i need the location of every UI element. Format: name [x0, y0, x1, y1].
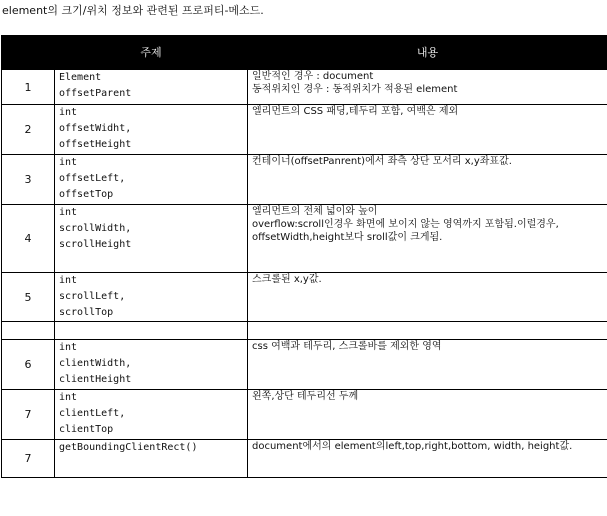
- row-content: [248, 322, 607, 340]
- subject-line: clientTop: [59, 424, 114, 435]
- subject-line: scrollWidth,: [59, 223, 132, 234]
- row-content: [248, 390, 607, 440]
- row-subject: [55, 205, 248, 273]
- row-number: 1: [2, 70, 55, 105]
- content-line: 동적위치인 경우 : 동적위치가 적용된 element: [252, 84, 458, 95]
- subject-line: int: [59, 157, 78, 168]
- row-subject: [55, 155, 248, 205]
- row-content: [248, 105, 607, 155]
- subject-line: Element: [59, 72, 102, 83]
- table-row: [2, 205, 607, 273]
- header-subject: 주제: [55, 36, 248, 70]
- content-line: 엘리먼트의 CSS 패딩,테두리 포함, 여백은 제외: [252, 106, 459, 117]
- header-number: [2, 36, 55, 70]
- row-number: 6: [2, 340, 55, 390]
- content-line: 엘리먼트의 전체 넓이와 높이: [252, 206, 378, 217]
- subject-line: int: [59, 107, 78, 118]
- content-line: 일반적인 경우 : document: [252, 71, 374, 82]
- document-title: element의 크기/위치 정보와 관련된 프로퍼티-메소드.: [2, 4, 264, 17]
- subject-line: getBoundingClientRect(): [59, 442, 198, 453]
- row-content: [248, 340, 607, 390]
- table-row: [2, 105, 607, 155]
- row-subject: [55, 440, 248, 478]
- subject-line: scrollHeight: [59, 239, 132, 250]
- table-header-row: [2, 36, 607, 70]
- row-subject: [55, 273, 248, 322]
- row-subject: [55, 340, 248, 390]
- content-line: css 여백과 테두리, 스크롤바를 제외한 영역: [252, 341, 442, 352]
- header-content: 내용: [248, 36, 607, 70]
- subject-line: clientWidth,: [59, 358, 132, 369]
- subject-line: int: [59, 207, 78, 218]
- subject-line: offsetLeft,: [59, 173, 126, 184]
- row-number: [2, 322, 55, 340]
- subject-line: clientHeight: [59, 374, 132, 385]
- row-number: 7: [2, 440, 55, 478]
- subject-line: offsetParent: [59, 88, 132, 99]
- content-line: 스크롤된 x,y값.: [252, 274, 322, 285]
- subject-line: offsetTop: [59, 189, 114, 200]
- row-content: [248, 70, 607, 105]
- table-row: [2, 322, 607, 340]
- subject-line: int: [59, 342, 78, 353]
- row-number: 2: [2, 105, 55, 155]
- content-line: 컨테이너(offsetPanrent)에서 좌측 상단 모서리 x,y좌표값.: [252, 156, 512, 167]
- row-content: [248, 155, 607, 205]
- subject-line: int: [59, 392, 78, 403]
- table-row: [2, 155, 607, 205]
- content-line: overflow:scroll인경우 화면에 보이지 않는 영역까지 포함됨.이럴경우,: [252, 219, 559, 230]
- row-content: [248, 205, 607, 273]
- subject-line: scrollTop: [59, 307, 114, 318]
- table-row: [2, 340, 607, 390]
- subject-line: scrollLeft,: [59, 291, 126, 302]
- subject-line: offsetWidht,: [59, 123, 132, 134]
- row-subject: [55, 390, 248, 440]
- row-content: [248, 273, 607, 322]
- table-row: [2, 70, 607, 105]
- row-number: 7: [2, 390, 55, 440]
- content-line: document에서의 element의left,top,right,bottom, width, height값.: [252, 441, 573, 452]
- table-row: [2, 273, 607, 322]
- subject-line: int: [59, 275, 78, 286]
- subject-line: clientLeft,: [59, 408, 126, 419]
- row-subject: [55, 70, 248, 105]
- table-body: [2, 70, 607, 478]
- table-row: [2, 390, 607, 440]
- row-subject: [55, 105, 248, 155]
- row-number: 3: [2, 155, 55, 205]
- subject-line: offsetHeight: [59, 139, 132, 150]
- row-number: 4: [2, 205, 55, 273]
- table-row: [2, 440, 607, 478]
- row-content: [248, 440, 607, 478]
- row-subject: [55, 322, 248, 340]
- row-number: 5: [2, 273, 55, 322]
- property-method-table: [1, 35, 607, 478]
- content-line: 왼쪽,상단 테두리선 두께: [252, 391, 359, 402]
- content-line: offsetWidth,height보다 sroll값이 크게됨.: [252, 232, 443, 243]
